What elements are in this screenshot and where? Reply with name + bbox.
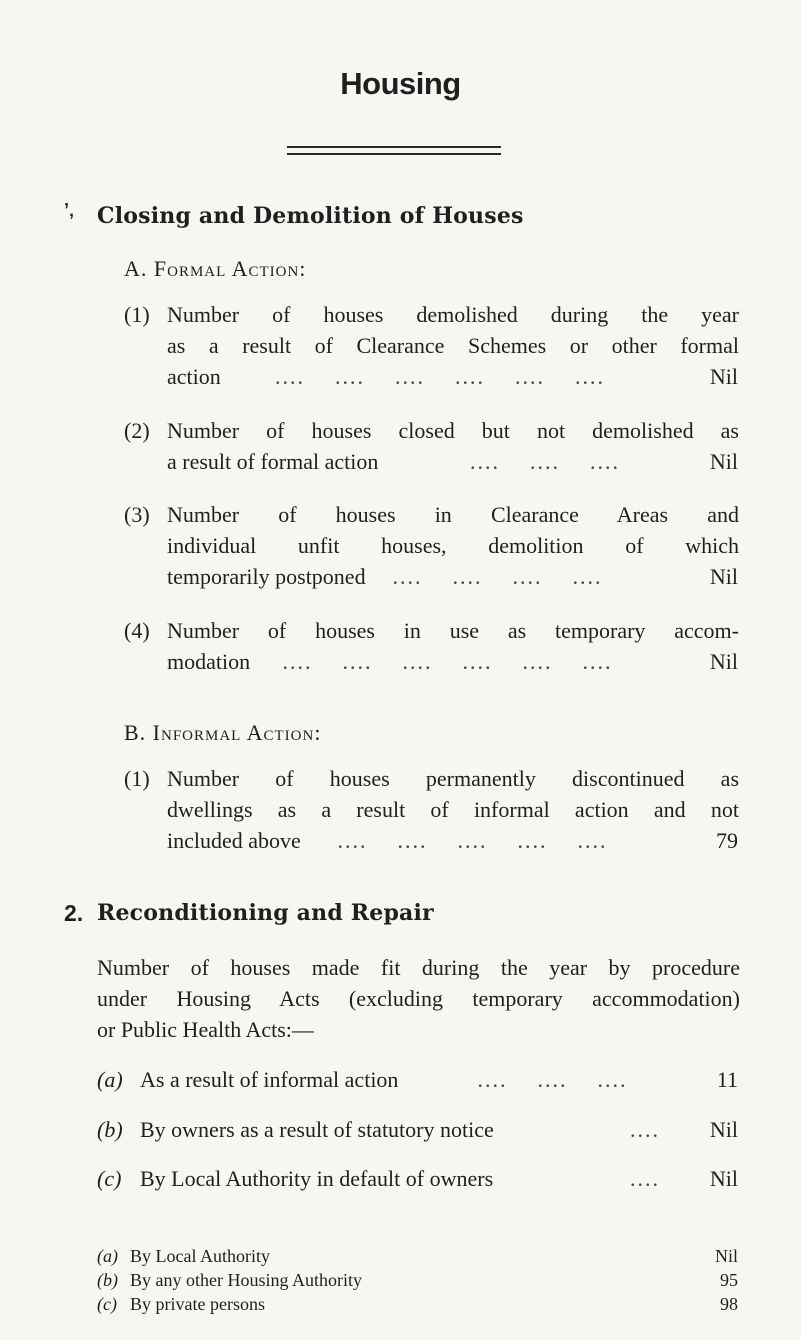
item-a3-number: (3) [124, 502, 150, 527]
leader-dots: .... .... .... .... [385, 564, 603, 589]
leader-dots: .... .... .... .... .... [330, 828, 608, 853]
item-2b-text: By owners as a result of statutory notice [140, 1117, 494, 1142]
item-3c-value: 98 [720, 1294, 738, 1314]
section-2-intro-line-3: or Public Health Acts:— [97, 1017, 314, 1042]
item-a1-line-3: action [167, 364, 221, 389]
item-a1-line-2: as a result of Clearance Schemes or other formal [167, 333, 739, 358]
item-a2-value: Nil [709, 449, 738, 474]
item-a4-line-2: modation [167, 649, 251, 674]
leader-dots: .... [630, 1166, 660, 1191]
section-1-title: Closing and Demolition of Houses [97, 203, 524, 229]
section-2-title: Reconditioning and Repair [97, 900, 434, 926]
item-b1-line-2: dwellings as a result of informal action and not [167, 797, 739, 822]
item-2a-letter: (a) [97, 1067, 123, 1092]
item-a1-line-1: Number of houses demolished during the year [167, 302, 739, 327]
section-2-intro-line-1: Number of houses made fit during the year by procedure [97, 955, 740, 980]
item-b1-number: (1) [124, 766, 150, 791]
item-3c-text: By private persons [130, 1294, 265, 1314]
section-1b-heading: B. Informal Action: [124, 720, 322, 745]
item-a1-number: (1) [124, 302, 150, 327]
item-a4-value: Nil [709, 649, 738, 674]
section-2-intro-line-2: under Housing Acts (excluding temporary accommodation) [97, 986, 740, 1011]
item-a3-line-1: Number of houses in Clearance Areas and [167, 502, 739, 527]
item-3a-value: Nil [714, 1246, 738, 1266]
item-3a-text: By Local Authority [130, 1246, 270, 1266]
item-a2-line-1: Number of houses closed but not demolished as [167, 418, 739, 443]
item-b1-value: 79 [716, 828, 738, 853]
item-2c-text: By Local Authority in default of owners [140, 1166, 494, 1191]
section-1a-heading: A. Formal Action: [124, 256, 307, 281]
item-a1-value: Nil [709, 364, 738, 389]
item-3b-text: By any other Housing Authority [130, 1270, 362, 1290]
item-a2-line-2: a result of formal action [167, 449, 379, 474]
item-2a-text: As a result of informal action [140, 1067, 399, 1092]
section-1-number: ’‚ [64, 200, 75, 220]
leader-dots: .... .... .... .... .... .... [260, 364, 605, 389]
item-2a-value: 11 [716, 1067, 738, 1092]
item-2c-value: Nil [709, 1166, 738, 1191]
item-b1-line-1: Number of houses permanently discontinued as [167, 766, 739, 791]
item-a4-line-1: Number of houses in use as temporary accom- [167, 618, 739, 643]
item-3c-letter: (c) [97, 1294, 117, 1314]
leader-dots: .... .... .... [470, 449, 620, 474]
item-a2-number: (2) [124, 418, 150, 443]
title-rule-top [287, 146, 501, 148]
item-a3-line-2: individual unfit houses, demolition of which [167, 533, 739, 558]
item-2b-letter: (b) [97, 1117, 123, 1142]
item-a3-value: Nil [709, 564, 738, 589]
item-b1-line-3: included above [167, 828, 301, 853]
section-2-number: 2. [64, 900, 84, 926]
item-2c-letter: (c) [97, 1166, 122, 1191]
title-rule-bottom [287, 153, 501, 155]
item-3b-letter: (b) [97, 1270, 118, 1290]
leader-dots: .... .... .... .... .... .... [275, 649, 613, 674]
item-3b-value: 95 [720, 1270, 738, 1290]
item-3a-letter: (a) [97, 1246, 118, 1266]
item-a3-line-3: temporarily postponed [167, 564, 366, 589]
item-2b-value: Nil [709, 1117, 738, 1142]
page-title: Housing [340, 66, 461, 101]
leader-dots: .... .... .... [470, 1067, 628, 1092]
leader-dots: .... [630, 1117, 660, 1142]
item-a4-number: (4) [124, 618, 150, 643]
